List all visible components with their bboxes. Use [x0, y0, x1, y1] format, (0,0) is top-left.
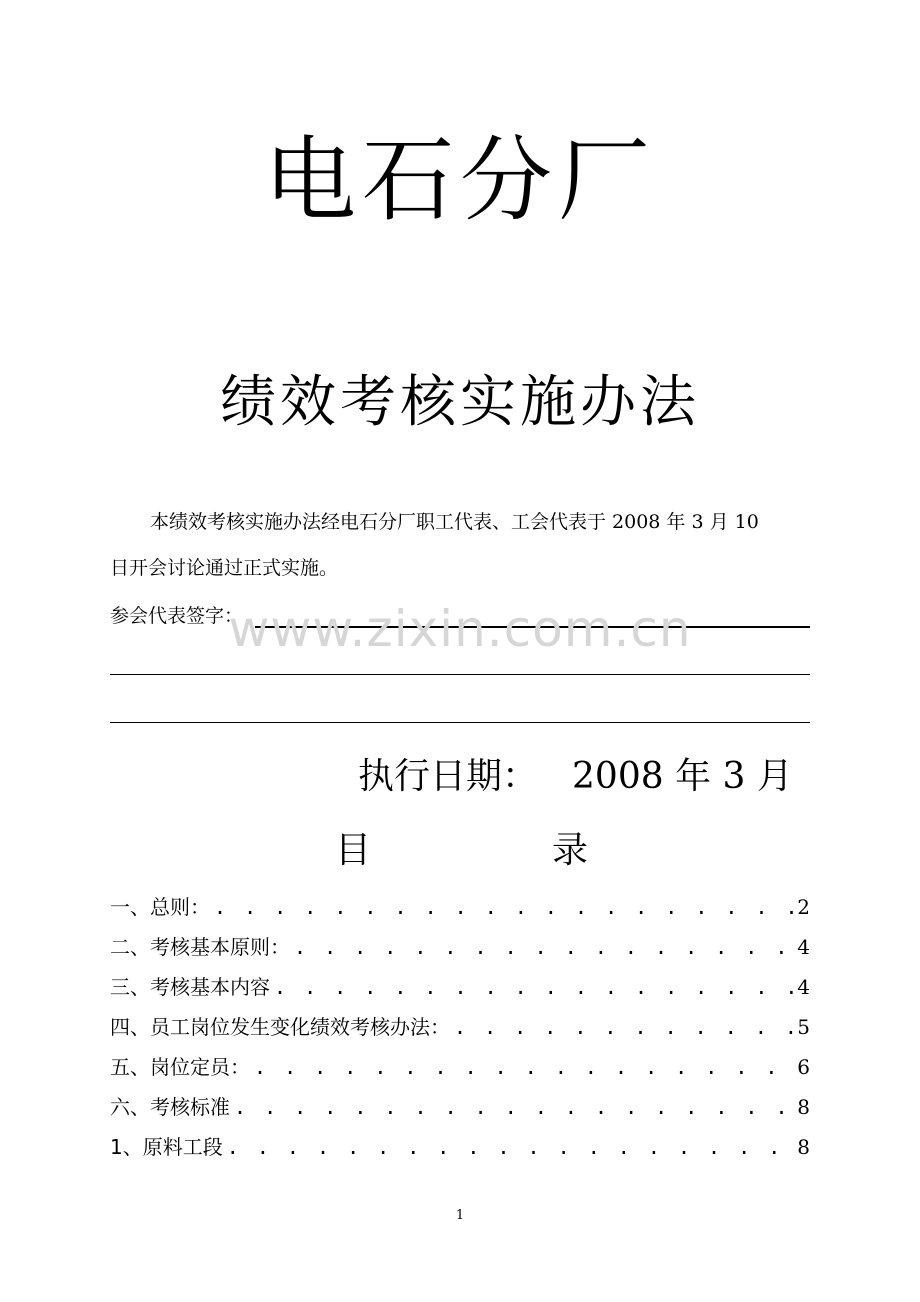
- toc-heading-right: 录: [552, 830, 589, 871]
- toc-entry-label: 五、岗位定员：: [110, 1055, 250, 1079]
- watermark: www.zixin.com.cn: [228, 600, 692, 658]
- page-number: 1: [455, 1208, 465, 1223]
- execution-date-label: 执行日期：: [358, 756, 539, 797]
- execution-date: [358, 752, 793, 802]
- signature-line-2: [110, 674, 810, 675]
- toc-leader-dots: [214, 890, 793, 924]
- intro-paragraph-line-2: 日开会讨论通过正式实施。: [110, 557, 339, 579]
- intro-paragraph-line-1: 本绩效考核实施办法经电石分厂职工代表、工会代表于 2008 年 3 月 10: [150, 511, 759, 533]
- toc-entry-label: 四、员工岗位发生变化绩效考核办法：: [110, 1015, 450, 1039]
- toc-entry[interactable]: [110, 1130, 810, 1170]
- toc-leader-dots: [227, 1130, 794, 1164]
- toc-entry-label: 六、考核标准: [110, 1095, 230, 1119]
- toc-entry[interactable]: [110, 890, 810, 930]
- toc-entry[interactable]: [110, 1050, 810, 1090]
- document-subtitle: 绩效考核实施办法: [220, 370, 700, 435]
- toc-entry-page: 6: [797, 1055, 810, 1079]
- document-title: 电石分厂: [263, 127, 656, 234]
- toc-leader-dots: [254, 1050, 793, 1084]
- toc-heading-left: 目: [335, 830, 372, 871]
- toc-entry-page: 4: [797, 935, 810, 959]
- toc-entry[interactable]: [110, 1090, 810, 1130]
- toc-entry-label: 二、考核基本原则：: [110, 935, 290, 959]
- toc-entry-page: 4: [797, 975, 810, 999]
- execution-date-value: 2008 年 3 月: [572, 756, 793, 797]
- toc-entry-label: 三、考核基本内容: [110, 975, 270, 999]
- toc-leader-dots: [454, 1010, 793, 1044]
- toc-entry-page: 2: [797, 895, 810, 919]
- signature-line-3: [110, 722, 810, 723]
- toc-entry-page: 8: [797, 1135, 810, 1159]
- toc-entry-page: 5: [797, 1015, 810, 1039]
- toc-leader-dots: [234, 1090, 793, 1124]
- toc-entry-label: 1、原料工段: [110, 1135, 223, 1159]
- toc-entry-page: 8: [797, 1095, 810, 1119]
- toc-leader-dots: [274, 970, 793, 1004]
- toc-leader-dots: [294, 930, 793, 964]
- toc-entry-label: 一、总则：: [110, 895, 210, 919]
- toc-entry[interactable]: [110, 1010, 810, 1050]
- toc-entry[interactable]: [110, 930, 810, 970]
- signature-label: 参会代表签字：: [110, 605, 244, 627]
- toc-entry[interactable]: [110, 970, 810, 1010]
- table-of-contents: [110, 890, 810, 1170]
